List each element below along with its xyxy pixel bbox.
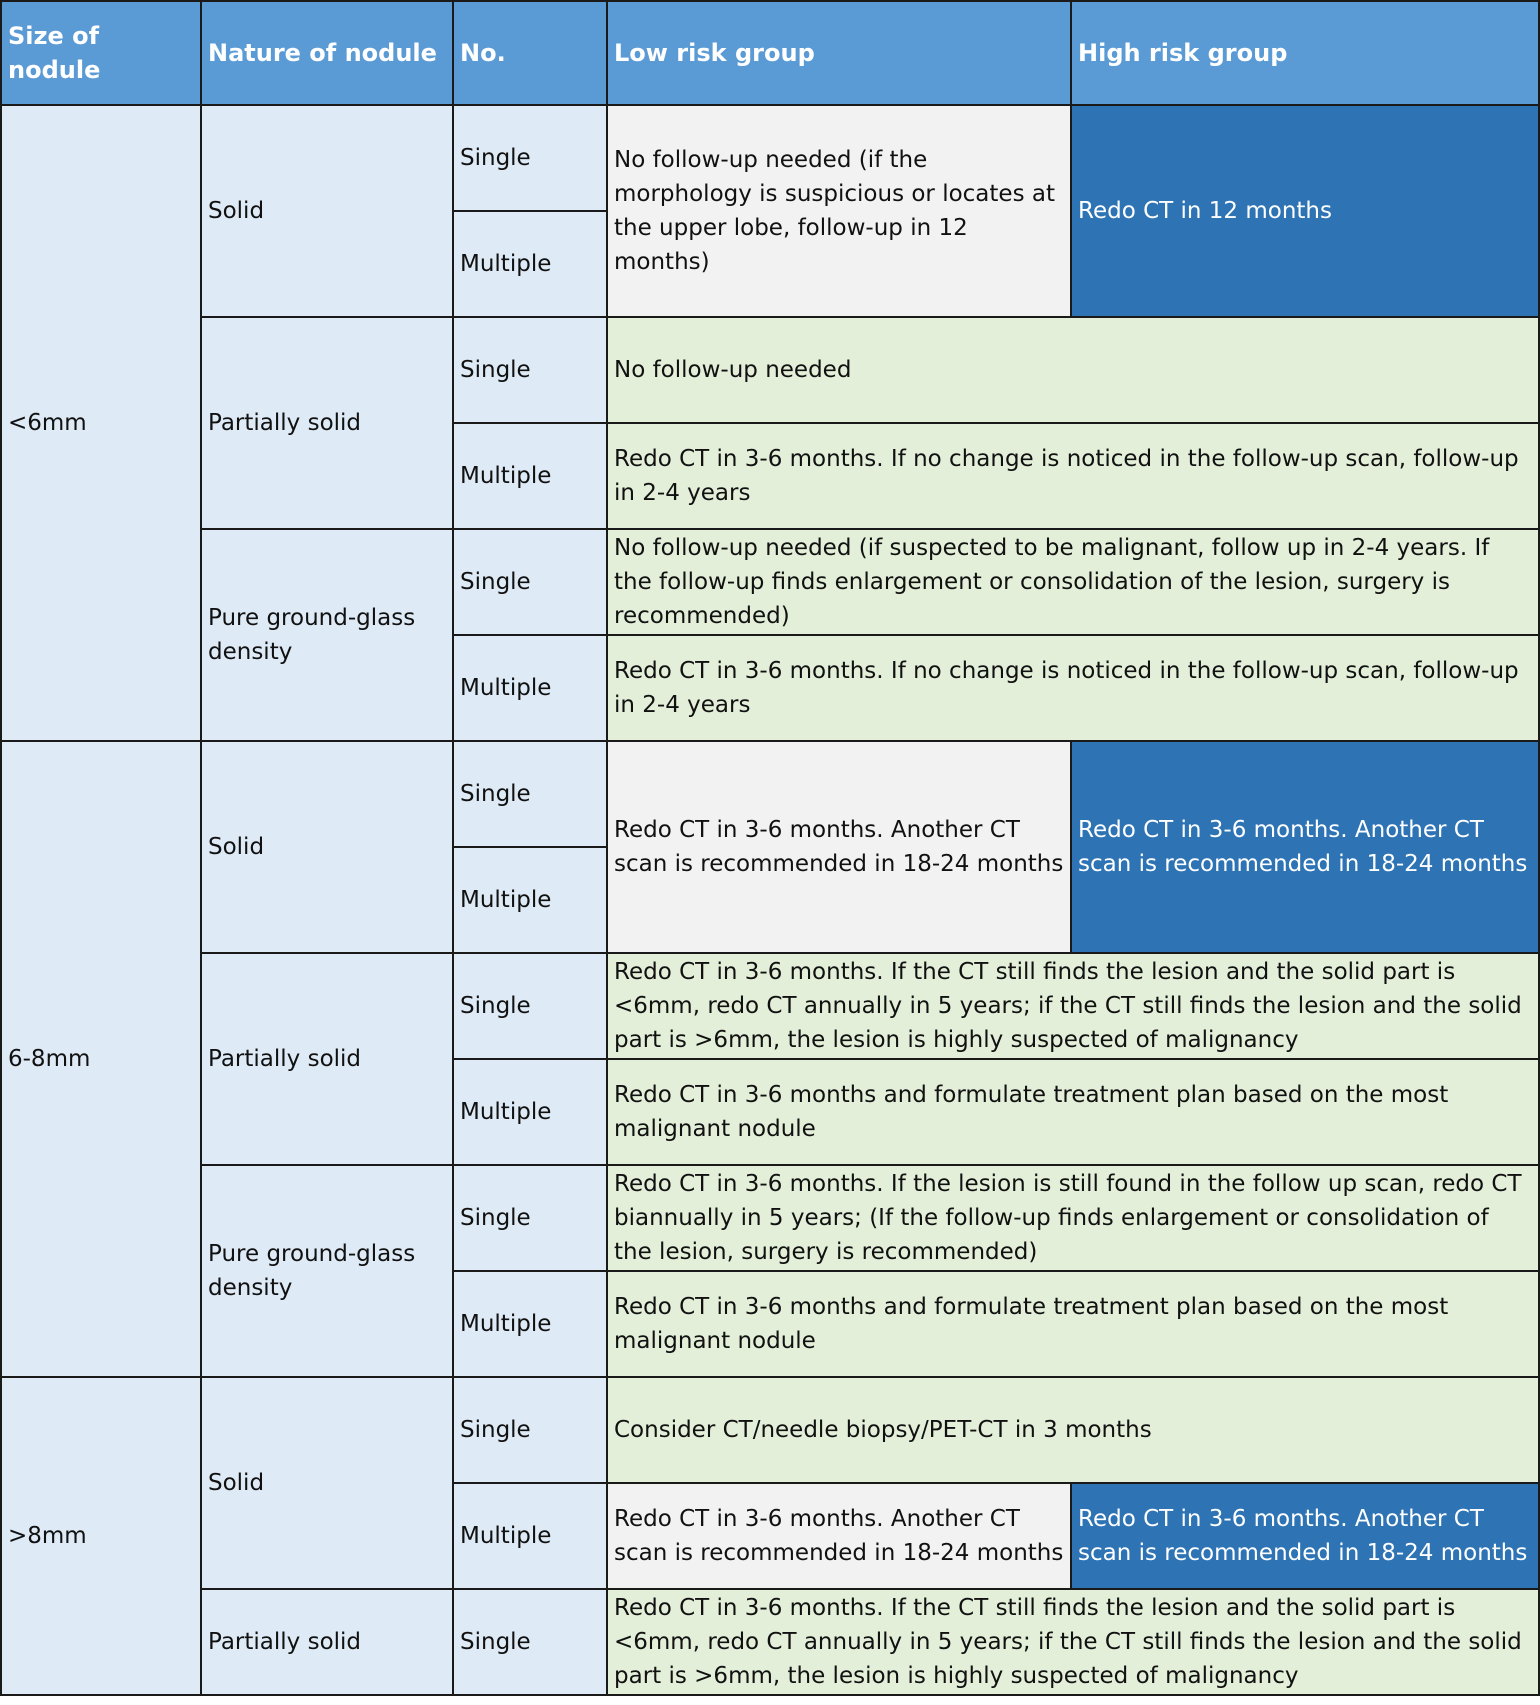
count-cell: Single: [453, 953, 607, 1059]
header-low-risk: Low risk group: [607, 1, 1071, 105]
nature-cell: Solid: [201, 1377, 453, 1589]
count-cell: Multiple: [453, 1271, 607, 1377]
header-size: Size of nodule: [1, 1, 201, 105]
table-row: [1, 741, 1539, 847]
count-cell: Single: [453, 317, 607, 423]
count-cell: Multiple: [453, 423, 607, 529]
high-risk-cell: Redo CT in 12 months: [1071, 105, 1539, 317]
table-row: [1, 529, 1539, 635]
count-cell: Single: [453, 529, 607, 635]
count-cell: Single: [453, 741, 607, 847]
size-cell: <6mm: [1, 105, 201, 741]
nature-cell: Pure ground-glass density: [201, 529, 453, 741]
recommendation-cell: Consider CT/needle biopsy/PET-CT in 3 months: [607, 1377, 1539, 1483]
table-row: [1, 317, 1539, 423]
header-high-risk: High risk group: [1071, 1, 1539, 105]
recommendation-cell: Redo CT in 3-6 months. If the lesion is still found in the follow up scan, redo CT biannually in 5 years; (If the follow-up finds enlargement or consolidation of the lesion, surgery is recommended): [607, 1165, 1539, 1271]
table-row: [1, 1377, 1539, 1483]
low-risk-cell: Redo CT in 3-6 months. Another CT scan is recommended in 18-24 months: [607, 1483, 1071, 1589]
low-risk-cell: No follow-up needed (if the morphology is suspicious or locates at the upper lobe, follow-up in 12 months): [607, 105, 1071, 317]
nature-cell: Partially solid: [201, 317, 453, 529]
recommendation-cell: No follow-up needed: [607, 317, 1539, 423]
header-nature: Nature of nodule: [201, 1, 453, 105]
count-cell: Multiple: [453, 211, 607, 317]
recommendation-cell: Redo CT in 3-6 months and formulate treatment plan based on the most malignant nodule: [607, 1059, 1539, 1165]
nature-cell: Partially solid: [201, 1589, 453, 1695]
recommendation-cell: Redo CT in 3-6 months and formulate treatment plan based on the most malignant nodule: [607, 1271, 1539, 1377]
count-cell: Multiple: [453, 635, 607, 741]
count-cell: Single: [453, 1165, 607, 1271]
recommendation-cell: No follow-up needed (if suspected to be malignant, follow up in 2-4 years. If the follow-up finds enlargement or consolidation of the lesion, surgery is recommended): [607, 529, 1539, 635]
recommendation-cell: Redo CT in 3-6 months. If the CT still finds the lesion and the solid part is <6mm, redo CT annually in 5 years; if the CT still finds the lesion and the solid part is >6mm, the lesion is highly suspected of malignancy: [607, 1589, 1539, 1695]
count-cell: Multiple: [453, 847, 607, 953]
table-row: [1, 1165, 1539, 1271]
recommendation-cell: Redo CT in 3-6 months. If the CT still finds the lesion and the solid part is <6mm, redo CT annually in 5 years; if the CT still finds the lesion and the solid part is >6mm, the lesion is highly suspected of malignancy: [607, 953, 1539, 1059]
nature-cell: Solid: [201, 741, 453, 953]
nature-cell: Pure ground-glass density: [201, 1165, 453, 1377]
high-risk-cell: Redo CT in 3-6 months. Another CT scan is recommended in 18-24 months: [1071, 741, 1539, 953]
nature-cell: Partially solid: [201, 953, 453, 1165]
size-cell: 6-8mm: [1, 741, 201, 1377]
header-no: No.: [453, 1, 607, 105]
count-cell: Single: [453, 105, 607, 211]
recommendation-cell: Redo CT in 3-6 months. If no change is noticed in the follow-up scan, follow-up in 2-4 years: [607, 423, 1539, 529]
header-row: [1, 1, 1539, 105]
size-cell: >8mm: [1, 1377, 201, 1695]
count-cell: Multiple: [453, 1059, 607, 1165]
count-cell: Multiple: [453, 1483, 607, 1589]
high-risk-cell: Redo CT in 3-6 months. Another CT scan is recommended in 18-24 months: [1071, 1483, 1539, 1589]
low-risk-cell: Redo CT in 3-6 months. Another CT scan is recommended in 18-24 months: [607, 741, 1071, 953]
table-row: [1, 1589, 1539, 1695]
table-row: [1, 953, 1539, 1059]
count-cell: Single: [453, 1377, 607, 1483]
table-row: [1, 105, 1539, 211]
count-cell: Single: [453, 1589, 607, 1695]
recommendation-cell: Redo CT in 3-6 months. If no change is noticed in the follow-up scan, follow-up in 2-4 years: [607, 635, 1539, 741]
nature-cell: Solid: [201, 105, 453, 317]
